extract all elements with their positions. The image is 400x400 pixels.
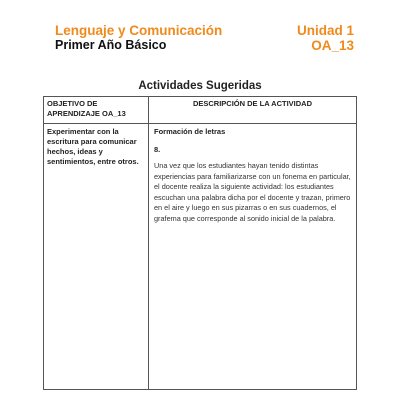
activity-number: 8. xyxy=(154,145,161,154)
table-column-divider xyxy=(148,97,149,389)
header-level: Primer Año Básico xyxy=(55,38,167,52)
table-row-divider xyxy=(44,123,356,124)
objective-text: Experimentar con la escritura para comunicar hechos, ideas y sentimientos, entre otros. xyxy=(47,127,139,166)
header-subject: Lenguaje y Comunicación xyxy=(55,23,223,38)
header-oa: OA_13 xyxy=(311,38,354,53)
activities-table xyxy=(43,96,357,390)
activity-title: Formación de letras xyxy=(154,127,226,136)
section-title: Actividades Sugeridas xyxy=(138,80,262,92)
activity-column-header: DESCRIPCIÓN DE LA ACTIVIDAD xyxy=(192,99,313,108)
header-unit: Unidad 1 xyxy=(296,23,354,38)
objective-column-header: OBJETIVO DE APRENDIZAJE OA_13 xyxy=(47,99,126,118)
activity-description: Una vez que los estudiantes hayan tenido distintas experiencias para familiarizarse con un fonema en particular, el docente realiza la siguiente actividad: los estudiantes escuchan una palabra dicha por el docente y trazan, primero en el aire y luego en sus pizarras o en sus cuadernos, el grafema que corresponde al sonido inicial de la palabra. xyxy=(154,161,351,223)
